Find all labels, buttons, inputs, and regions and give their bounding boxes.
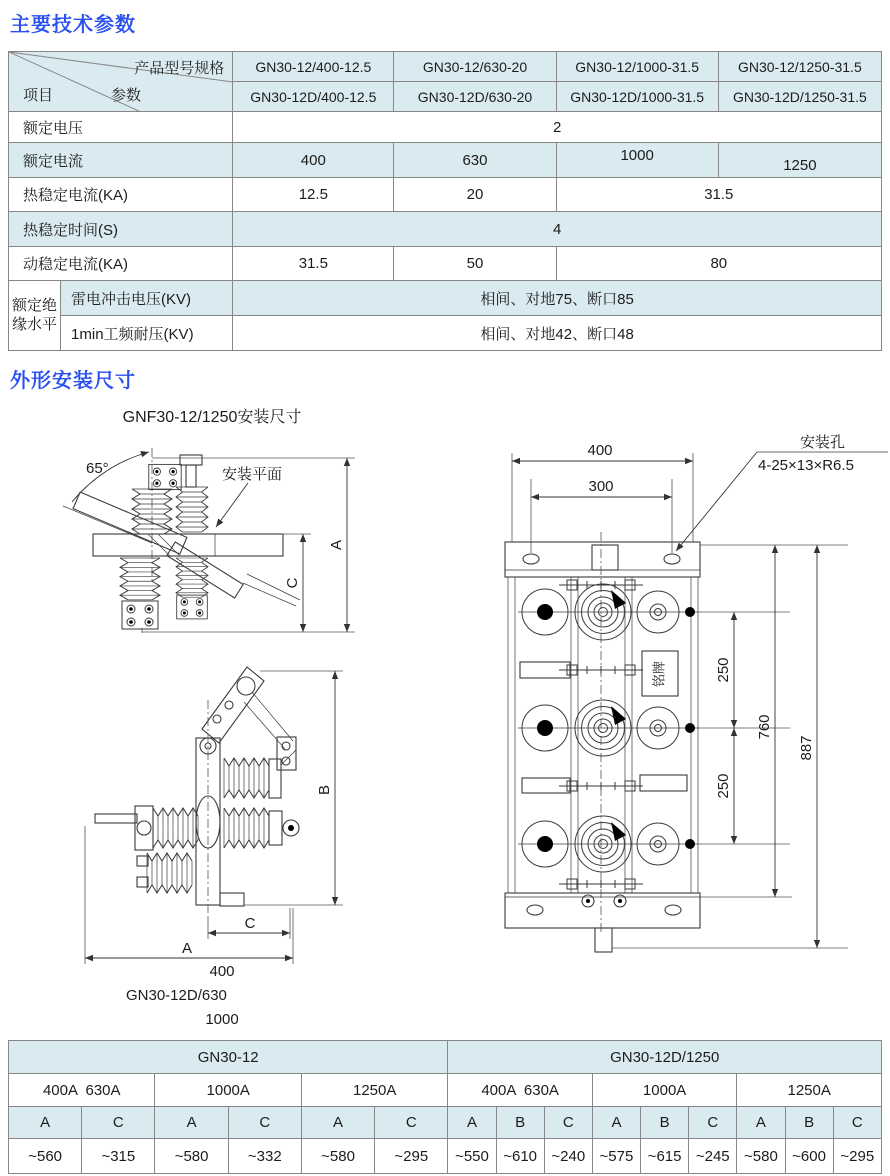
col-header: A bbox=[9, 1107, 82, 1139]
sub-header: 400A 630A bbox=[448, 1074, 592, 1107]
dim-a-top-view: A bbox=[328, 539, 345, 551]
model-header: GN30-12/1000-31.5 bbox=[556, 52, 718, 82]
dim-value: ~580 bbox=[155, 1139, 228, 1174]
installation-drawings bbox=[0, 408, 890, 1033]
dim-value: ~295 bbox=[833, 1139, 881, 1174]
row-label-thermal-current: 热稳定电流(KA) bbox=[9, 178, 233, 212]
corner-label-model: 产品型号规格 bbox=[134, 60, 225, 77]
dim-value: ~245 bbox=[689, 1139, 737, 1174]
sub-header: 1250A bbox=[301, 1074, 447, 1107]
value-rated-current: 630 bbox=[394, 143, 556, 178]
row-label-power-freq: 1min工频耐压(KV) bbox=[61, 316, 233, 351]
value-dynamic-current: 31.5 bbox=[233, 247, 394, 281]
nameplate-label: 铭牌 bbox=[651, 660, 667, 688]
mounting-plane-label: 安装平面 bbox=[222, 466, 283, 483]
dim-height-887: 887 bbox=[798, 735, 815, 761]
dim-value: ~600 bbox=[785, 1139, 833, 1174]
value-thermal-time: 4 bbox=[233, 212, 882, 247]
value-rated-current: 400 bbox=[233, 143, 394, 178]
value-thermal-current: 31.5 bbox=[556, 178, 881, 212]
angle-label: 65° bbox=[86, 460, 109, 477]
col-header: B bbox=[641, 1107, 689, 1139]
corner-label-item: 项目 bbox=[23, 87, 54, 104]
col-header: B bbox=[496, 1107, 544, 1139]
dim-value: ~575 bbox=[592, 1139, 640, 1174]
dim-value: ~610 bbox=[496, 1139, 544, 1174]
col-header: A bbox=[448, 1107, 496, 1139]
dimension-table bbox=[8, 1040, 882, 1174]
dim-b-side-view: B bbox=[316, 784, 333, 796]
corner-header-cell bbox=[9, 52, 233, 112]
corner-label-param: 参数 bbox=[111, 87, 142, 104]
value-dynamic-current: 50 bbox=[394, 247, 556, 281]
dim-c-side-view: C bbox=[244, 915, 256, 932]
dim-value: ~580 bbox=[737, 1139, 785, 1174]
value-rated-voltage: 2 bbox=[233, 112, 882, 143]
col-header: C bbox=[833, 1107, 881, 1139]
col-header: C bbox=[689, 1107, 737, 1139]
model-header: GN30-12/1250-31.5 bbox=[718, 52, 881, 82]
row-label-dynamic-current: 动稳定电流(KA) bbox=[9, 247, 233, 281]
model-header: GN30-12/400-12.5 bbox=[233, 52, 394, 82]
value-thermal-current: 12.5 bbox=[233, 178, 394, 212]
spec-table bbox=[8, 51, 882, 351]
sub-header: 1000A bbox=[592, 1074, 736, 1107]
section-title-tech-params: 主要技术参数 bbox=[10, 14, 136, 36]
dim-value: ~332 bbox=[228, 1139, 301, 1174]
dim-a-side-view: A bbox=[181, 940, 193, 957]
mounting-hole-label: 安装孔 bbox=[800, 434, 846, 451]
dim-value: ~560 bbox=[9, 1139, 82, 1174]
sub-header: 1250A bbox=[737, 1074, 882, 1107]
sub-header: 400A 630A bbox=[9, 1074, 155, 1107]
group-header-gn30-12d: GN30-12D/1250 bbox=[448, 1041, 882, 1074]
sub-header: 1000A bbox=[155, 1074, 301, 1107]
row-label-rated-current: 额定电流 bbox=[9, 143, 233, 178]
group-header-gn30-12: GN30-12 bbox=[9, 1041, 448, 1074]
col-header: A bbox=[155, 1107, 228, 1139]
note-model: GN30-12D/630 bbox=[126, 987, 227, 1004]
model-header: GN30-12D/1000-31.5 bbox=[556, 82, 718, 112]
group-label-insulation: 额定绝缘水平 bbox=[9, 281, 61, 351]
col-header: C bbox=[228, 1107, 301, 1139]
value-rated-current: 1250 bbox=[718, 143, 881, 178]
row-label-thermal-time: 热稳定时间(S) bbox=[9, 212, 233, 247]
value-lightning-impulse: 相间、对地75、断口85 bbox=[233, 281, 882, 316]
dim-height-760: 760 bbox=[756, 714, 773, 740]
mounting-hole-spec: 4-25×13×R6.5 bbox=[758, 457, 854, 474]
drawing-caption: GNF30-12/1250安装尺寸 bbox=[122, 409, 302, 426]
col-header: C bbox=[82, 1107, 155, 1139]
col-header: A bbox=[301, 1107, 374, 1139]
drawing-front-view bbox=[505, 433, 888, 952]
drawing-top-view bbox=[63, 448, 355, 633]
model-header: GN30-12D/630-20 bbox=[394, 82, 556, 112]
value-thermal-current: 20 bbox=[394, 178, 556, 212]
dim-pole-spacing-1: 250 bbox=[715, 657, 732, 683]
dim-pole-spacing-2: 250 bbox=[715, 773, 732, 799]
dim-width-400: 400 bbox=[587, 442, 613, 459]
col-header: A bbox=[737, 1107, 785, 1139]
row-label-lightning-impulse: 雷电冲击电压(KV) bbox=[61, 281, 233, 316]
model-header: GN30-12D/1250-31.5 bbox=[718, 82, 881, 112]
section-title-dimensions: 外形安装尺寸 bbox=[10, 370, 136, 392]
col-header: A bbox=[592, 1107, 640, 1139]
dim-value: ~295 bbox=[375, 1139, 448, 1174]
dim-value: ~550 bbox=[448, 1139, 496, 1174]
model-header: GN30-12/630-20 bbox=[394, 52, 556, 82]
col-header: B bbox=[785, 1107, 833, 1139]
dim-value: ~315 bbox=[82, 1139, 155, 1174]
model-header: GN30-12D/400-12.5 bbox=[233, 82, 394, 112]
note-400: 400 bbox=[209, 963, 235, 980]
drawing-side-view bbox=[85, 667, 343, 1028]
col-header: C bbox=[544, 1107, 592, 1139]
dim-value: ~580 bbox=[301, 1139, 374, 1174]
dim-hole-span-300: 300 bbox=[588, 478, 614, 495]
value-dynamic-current: 80 bbox=[556, 247, 881, 281]
value-power-freq: 相间、对地42、断口48 bbox=[233, 316, 882, 351]
row-label-rated-voltage: 额定电压 bbox=[9, 112, 233, 143]
note-1000: 1000 bbox=[205, 1011, 239, 1028]
col-header: C bbox=[375, 1107, 448, 1139]
dim-c-top-view: C bbox=[284, 577, 301, 589]
value-rated-current: 1000 bbox=[556, 143, 718, 178]
dim-value: ~240 bbox=[544, 1139, 592, 1174]
dim-value: ~615 bbox=[641, 1139, 689, 1174]
